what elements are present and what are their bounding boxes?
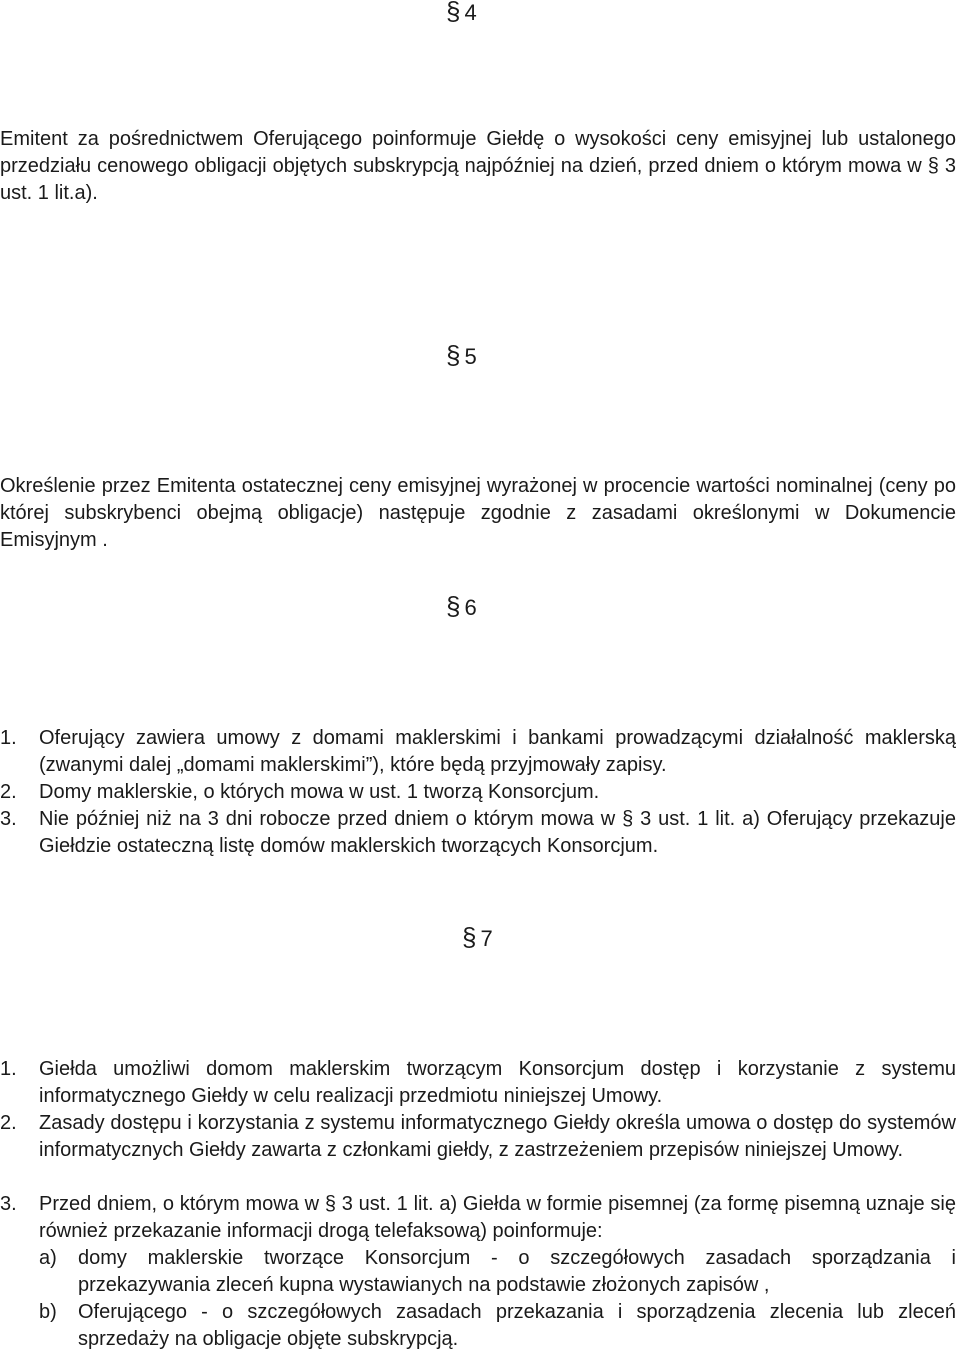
list-item: [0, 806, 956, 860]
sub-list-letter: b): [39, 1301, 57, 1323]
sub-list-item: [39, 1245, 956, 1299]
list-number: 2.: [0, 1112, 17, 1134]
section-symbol: §: [446, 340, 461, 370]
sub-list-text: domy maklerskie tworzące Konsorcjum - o szczegółowych zasadach sporządzania i przekazywania zleceń kupna wystawianych na podstawie złożonych zapisów ,: [78, 1247, 956, 1296]
section-heading-4: [446, 0, 477, 26]
section-symbol: §: [446, 0, 461, 26]
section-symbol: §: [446, 591, 461, 621]
paragraph-5-text: Określenie przez Emitenta ostatecznej ceny emisyjnej wyrażonej w procencie wartości nominalnej (ceny po której subskrybenci obejmą obligacje) następuje zgodnie z zasadami określonymi w Dokumencie Emisyjnym .: [0, 475, 956, 551]
section-heading-7: [462, 924, 493, 952]
list-number: 1.: [0, 1058, 17, 1080]
section-number: 5: [464, 344, 477, 369]
list-text: Oferujący zawiera umowy z domami maklerskimi i bankami prowadzącymi działalność maklerską (zwanymi dalej „domami maklerskimi”), które będą przyjmowały zapisy.: [39, 727, 956, 776]
list-text: Nie później niż na 3 dni robocze przed dniem o którym mowa w § 3 ust. 1 lit. a) Oferujący przekazuje Giełdzie ostateczną listę domów maklerskich tworzących Konsorcjum.: [39, 808, 956, 857]
section-number: 4: [464, 0, 477, 25]
list-text: Przed dniem, o którym mowa w § 3 ust. 1 lit. a) Giełda w formie pisemnej (za formę pisemną uznaje się również przekazanie informacji drogą telefaksową) poinformuje:: [39, 1193, 956, 1242]
list-number: 3.: [0, 808, 17, 830]
list-text: Giełda umożliwi domom maklerskim tworzącym Konsorcjum dostęp i korzystanie z systemu informatycznego Giełdy w celu realizacji przedmiotu niniejszej Umowy.: [39, 1058, 956, 1107]
list-item: [0, 1110, 956, 1164]
list-item: [0, 779, 956, 806]
paragraph-4-text: Emitent za pośrednictwem Oferującego poinformuje Giełdę o wysokości ceny emisyjnej lub ustalonego przedziału cenowego obligacji objętych subskrypcją najpóźniej na dzień, przed dniem o którym mowa w § 3 ust. 1 lit.a).: [0, 128, 956, 204]
list-item: [0, 725, 956, 779]
section-number: 7: [480, 926, 493, 951]
list-text: Zasady dostępu i korzystania z systemu informatycznego Giełdy określa umowa o dostęp do systemów informatycznych Giełdy zawarta z członkami giełdy, z zastrzeżeniem przepisów niniejszej Umowy.: [39, 1112, 956, 1161]
list-number: 2.: [0, 781, 17, 803]
section-symbol: §: [462, 922, 477, 952]
sub-list-letter: a): [39, 1247, 57, 1269]
sub-list-text: Oferującego - o szczegółowych zasadach przekazania i sporządzenia zlecenia lub zleceń sprzedaży na obligacje objęte subskrypcją.: [78, 1301, 956, 1350]
list-text: Domy maklerskie, o których mowa w ust. 1 tworzą Konsorcjum.: [39, 781, 600, 803]
section-heading-6: [446, 593, 477, 621]
list-item: [0, 1191, 956, 1245]
list-number: 1.: [0, 727, 17, 749]
sub-list-item: [39, 1299, 956, 1353]
list-item: [0, 1056, 956, 1110]
section-number: 6: [464, 595, 477, 620]
list-number: 3.: [0, 1193, 17, 1215]
section-heading-5: [446, 342, 477, 370]
